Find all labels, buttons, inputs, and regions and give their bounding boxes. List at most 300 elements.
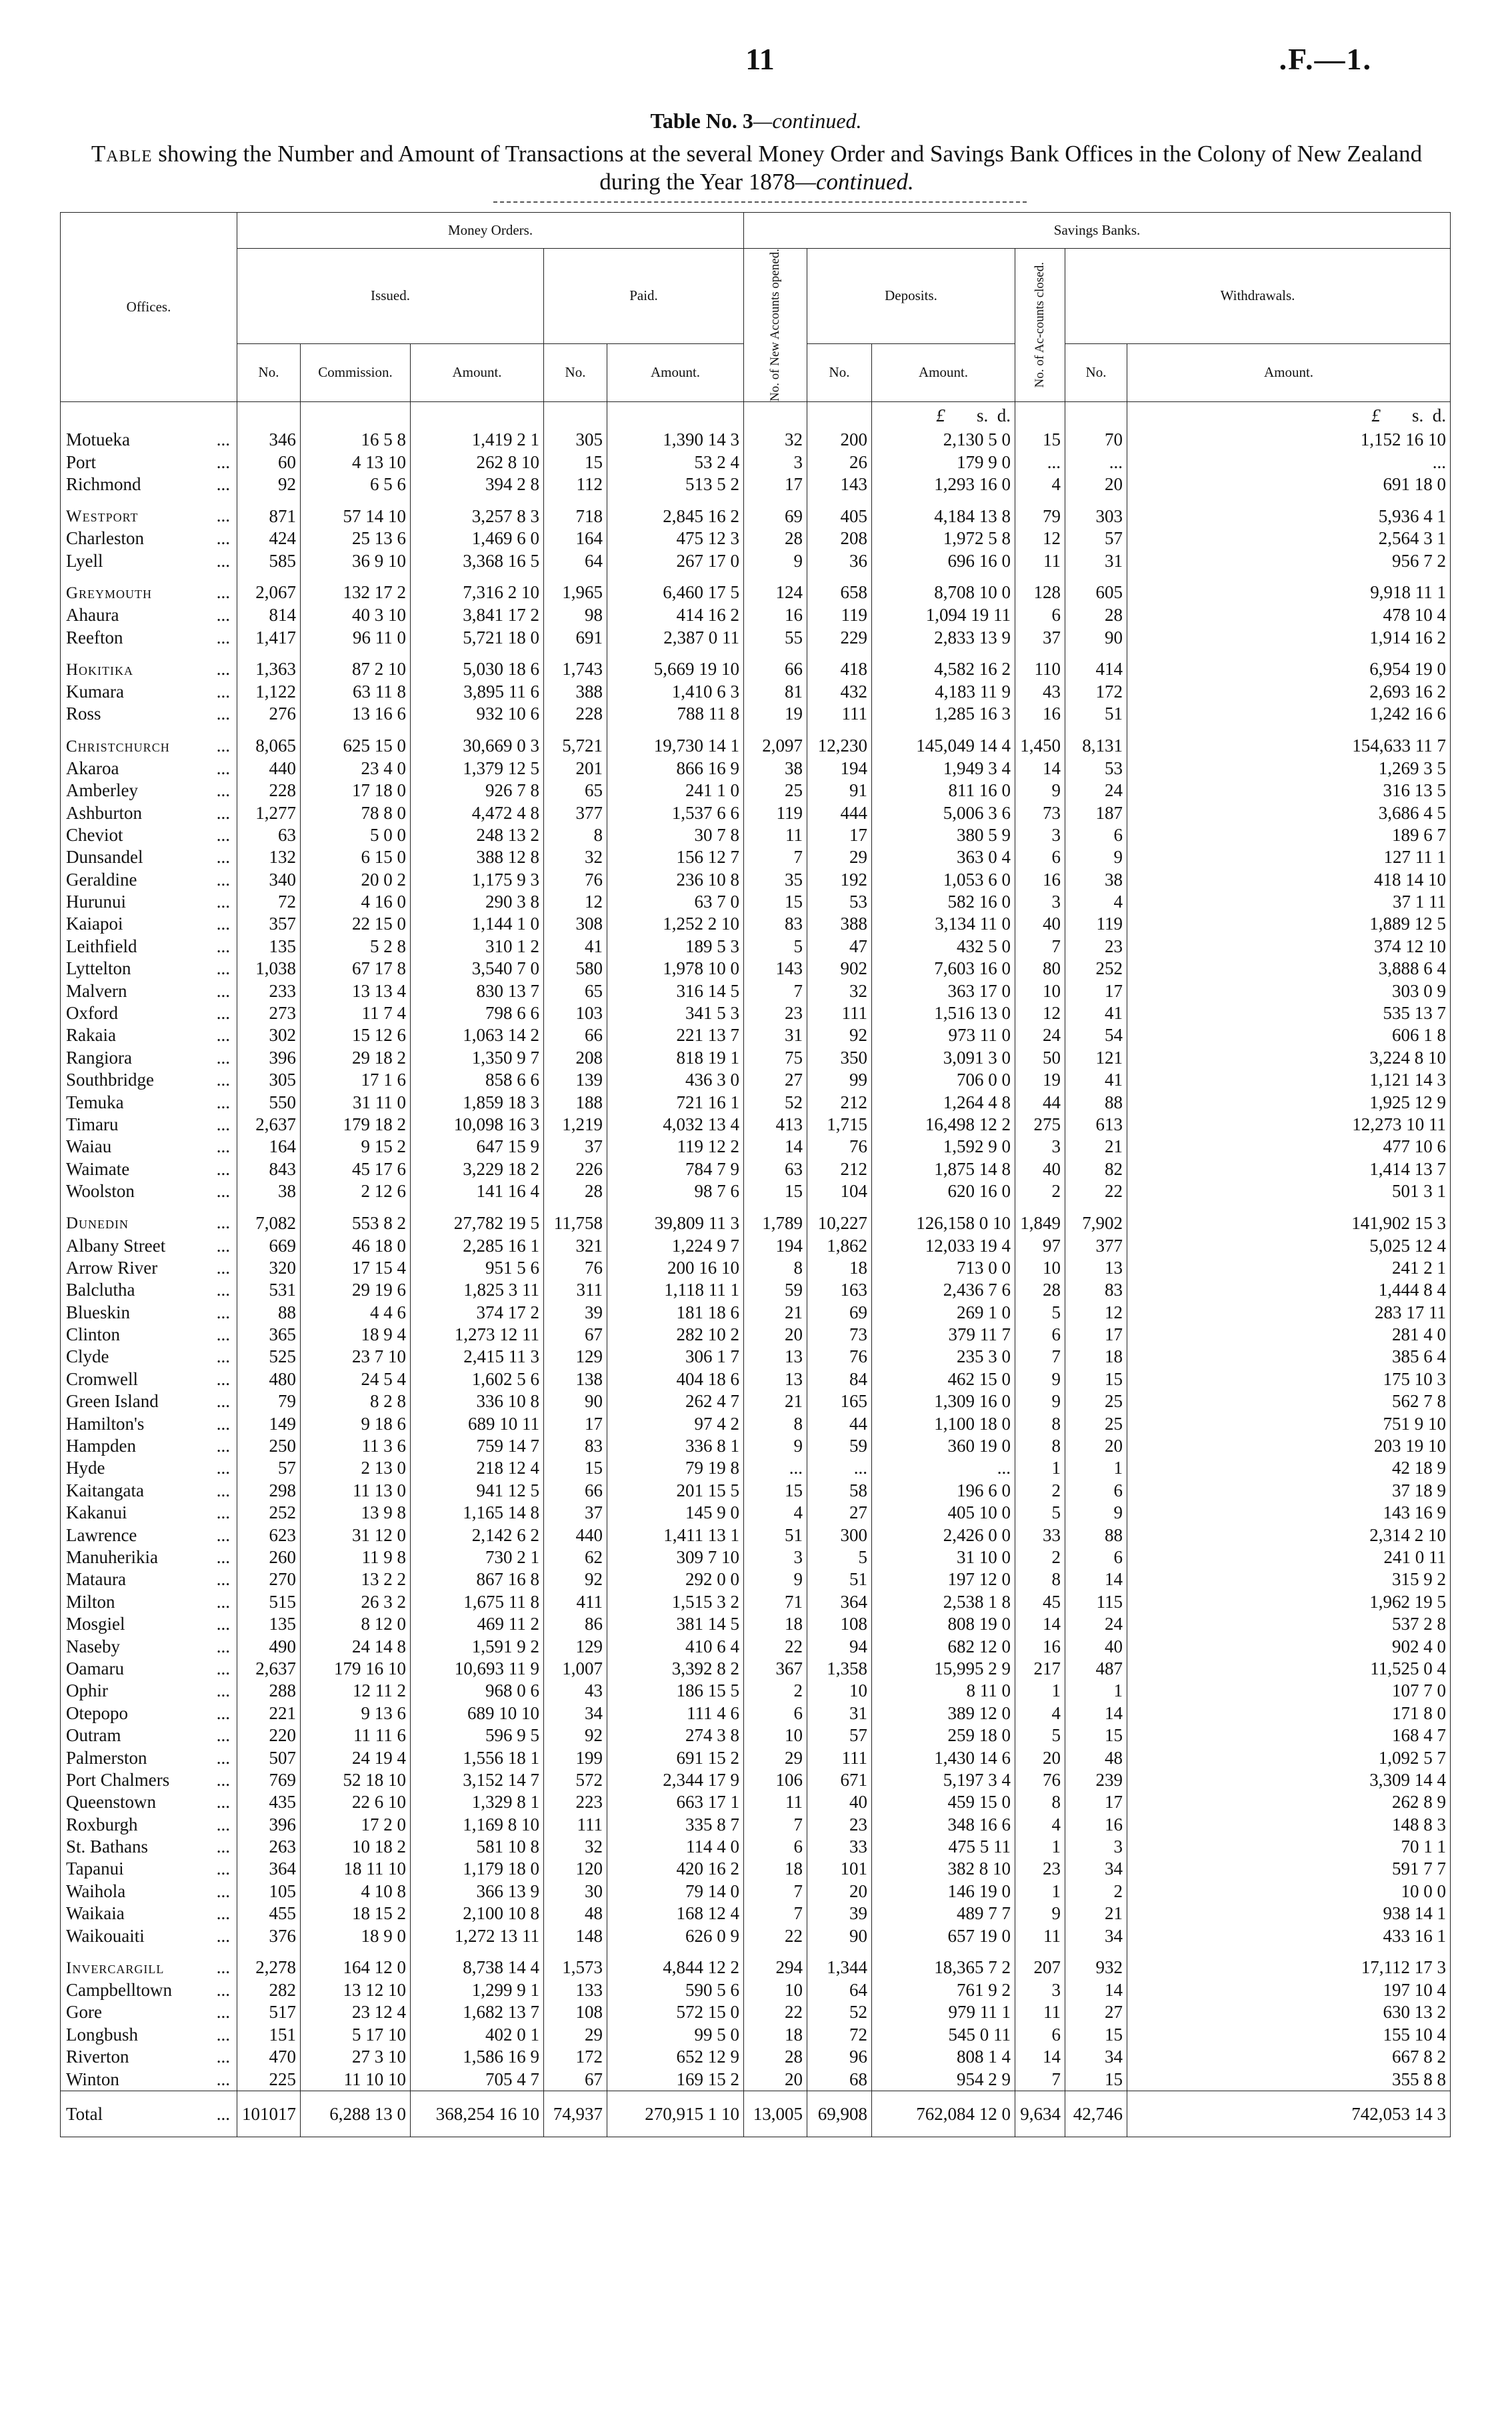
issued-no: 72	[237, 891, 301, 913]
issued-amount: 1,859 18 3	[411, 1091, 544, 1113]
office-label: Hurunui	[66, 892, 126, 912]
accounts-closed: 16	[1015, 1635, 1065, 1657]
deposits-no: 444	[807, 802, 872, 824]
office-label: Clinton	[66, 1324, 121, 1345]
accounts-closed: 275	[1015, 1114, 1065, 1136]
withdrawals-amount: 283 17 11	[1127, 1302, 1451, 1324]
leader-dots: ...	[216, 1524, 230, 1545]
withdrawals-no: 377	[1065, 1234, 1127, 1256]
issued-amount: 689 10 11	[411, 1412, 544, 1434]
office-label: Rakaia	[66, 1025, 116, 1046]
leader-dots: ...	[216, 1881, 230, 1901]
office-name	[61, 1635, 237, 1657]
new-accounts: 19	[744, 703, 807, 725]
office-name	[61, 1069, 237, 1091]
office-name	[61, 891, 237, 913]
withdrawals-amount: 107 7 0	[1127, 1680, 1451, 1702]
table-row	[61, 846, 1451, 868]
group-spacer	[61, 572, 1451, 581]
deposits-amount: 979 11 1	[872, 2001, 1015, 2023]
issued-no: 346	[237, 429, 301, 451]
issued-commission: 46 18 0	[301, 1234, 411, 1256]
issued-commission: 17 2 0	[301, 1814, 411, 1836]
table-row	[61, 1957, 1451, 1979]
accounts-closed: 7	[1015, 2068, 1065, 2091]
deposits-amount: 808 1 4	[872, 2046, 1015, 2068]
accounts-closed: 8	[1015, 1435, 1065, 1457]
issued-amount: 1,273 12 11	[411, 1324, 544, 1346]
table-row	[61, 550, 1451, 572]
header-paid-amount: Amount.	[607, 343, 744, 401]
office-name	[61, 505, 237, 527]
issued-commission: 17 18 0	[301, 780, 411, 802]
header-issued-commission: Commission.	[301, 343, 411, 401]
leader-dots: ...	[216, 2047, 230, 2067]
paid-no: 65	[544, 780, 607, 802]
deposits-amount: 432 5 0	[872, 936, 1015, 958]
withdrawals-amount: 11,525 0 4	[1127, 1658, 1451, 1680]
accounts-closed: 12	[1015, 1002, 1065, 1024]
issued-no: 507	[237, 1746, 301, 1768]
issued-amount: 7,316 2 10	[411, 581, 544, 604]
deposits-amount: 761 9 2	[872, 1979, 1015, 2001]
issued-amount: 1,556 18 1	[411, 1746, 544, 1768]
issued-amount: 3,895 11 6	[411, 681, 544, 703]
new-accounts: 71	[744, 1591, 807, 1613]
table-row	[61, 473, 1451, 495]
paid-no: 572	[544, 1769, 607, 1791]
withdrawals-no: 88	[1065, 1091, 1127, 1113]
paid-amount: 652 12 9	[607, 2046, 744, 2068]
paid-no: 1,573	[544, 1957, 607, 1979]
withdrawals-no: 4	[1065, 891, 1127, 913]
deposits-no: 17	[807, 824, 872, 846]
deposits-no: 40	[807, 1791, 872, 1813]
office-label: Otepopo	[66, 1702, 128, 1723]
deposits-no: 94	[807, 1635, 872, 1657]
table-row	[61, 1091, 1451, 1113]
table-row	[61, 1457, 1451, 1479]
issued-commission: 8 12 0	[301, 1613, 411, 1635]
issued-no: 135	[237, 1613, 301, 1635]
issued-amount: 10,098 16 3	[411, 1114, 544, 1136]
table-row	[61, 581, 1451, 604]
withdrawals-amount: 630 13 2	[1127, 2001, 1451, 2023]
issued-no: 1,363	[237, 658, 301, 681]
issued-commission: 553 8 2	[301, 1212, 411, 1234]
issued-no: 305	[237, 1069, 301, 1091]
office-label: Dunsandel	[66, 847, 143, 868]
withdrawals-amount: 938 14 1	[1127, 1903, 1451, 1925]
withdrawals-amount: 37 1 11	[1127, 891, 1451, 913]
accounts-closed: 6	[1015, 604, 1065, 626]
issued-amount: 1,682 13 7	[411, 2001, 544, 2023]
issued-amount: 30,669 0 3	[411, 735, 544, 758]
paid-no: 29	[544, 2024, 607, 2046]
leader-dots: ...	[216, 627, 230, 648]
deposits-amount: 179 9 0	[872, 451, 1015, 473]
paid-no: 17	[544, 1412, 607, 1434]
deposits-no: 1,344	[807, 1957, 872, 1979]
withdrawals-no: 16	[1065, 1814, 1127, 1836]
deposits-amount: 360 19 0	[872, 1435, 1015, 1457]
deposits-no: 33	[807, 1836, 872, 1858]
withdrawals-no: 15	[1065, 2068, 1127, 2091]
accounts-closed: 110	[1015, 658, 1065, 681]
paid-no: 139	[544, 1069, 607, 1091]
leader-dots: ...	[216, 1480, 230, 1500]
header-deposits-amount: Amount.	[872, 343, 1015, 401]
office-label: Port Chalmers	[66, 1769, 170, 1790]
issued-commission: 23 4 0	[301, 758, 411, 780]
issued-no: 149	[237, 1412, 301, 1434]
leader-dots: ...	[216, 1302, 230, 1322]
leader-dots: ...	[216, 2024, 230, 2045]
table-row	[61, 681, 1451, 703]
table-row	[61, 1324, 1451, 1346]
deposits-amount: 1,293 16 0	[872, 473, 1015, 495]
office-name	[61, 1979, 237, 2001]
withdrawals-no: 6	[1065, 824, 1127, 846]
deposits-amount: 1,100 18 0	[872, 1412, 1015, 1434]
paid-amount: 292 0 0	[607, 1568, 744, 1590]
office-label: Riverton	[66, 2047, 129, 2067]
new-accounts: 413	[744, 1114, 807, 1136]
accounts-closed: 24	[1015, 1024, 1065, 1046]
paid-no: 223	[544, 1791, 607, 1813]
paid-no: 148	[544, 1925, 607, 1947]
group-spacer	[61, 649, 1451, 658]
issued-no: 8,065	[237, 735, 301, 758]
deposits-no: 32	[807, 980, 872, 1002]
issued-commission: 13 12 10	[301, 1979, 411, 2001]
paid-no: 76	[544, 1257, 607, 1279]
paid-amount: 53 2 4	[607, 451, 744, 473]
deposits-amount: 2,436 7 6	[872, 1279, 1015, 1301]
deposits-no: 192	[807, 868, 872, 890]
paid-no: 377	[544, 802, 607, 824]
withdrawals-no: 115	[1065, 1591, 1127, 1613]
withdrawals-no: 239	[1065, 1769, 1127, 1791]
new-accounts: 63	[744, 1158, 807, 1180]
office-label: Waihola	[66, 1881, 126, 1901]
deposits-amount: 269 1 0	[872, 1302, 1015, 1324]
accounts-closed: 5	[1015, 1502, 1065, 1524]
paid-no: 440	[544, 1524, 607, 1546]
deposits-no: 163	[807, 1279, 872, 1301]
paid-no: 321	[544, 1234, 607, 1256]
deposits-no: 69,908	[807, 2091, 872, 2137]
office-name	[61, 758, 237, 780]
withdrawals-no: 6	[1065, 1546, 1127, 1568]
table-row	[61, 1613, 1451, 1635]
issued-amount: 1,165 14 8	[411, 1502, 544, 1524]
withdrawals-no: 54	[1065, 1024, 1127, 1046]
paid-no: 138	[544, 1368, 607, 1390]
withdrawals-amount: 1,925 12 9	[1127, 1091, 1451, 1113]
table-row	[61, 1702, 1451, 1724]
withdrawals-no: 613	[1065, 1114, 1127, 1136]
issued-commission: 63 11 8	[301, 681, 411, 703]
withdrawals-amount: 1,121 14 3	[1127, 1069, 1451, 1091]
deposits-no: 31	[807, 1702, 872, 1724]
withdrawals-no: 34	[1065, 1925, 1127, 1947]
new-accounts: 7	[744, 1903, 807, 1925]
issued-no: 63	[237, 824, 301, 846]
withdrawals-no: 41	[1065, 1069, 1127, 1091]
office-name	[61, 1257, 237, 1279]
table-row	[61, 429, 1451, 451]
withdrawals-no: 23	[1065, 936, 1127, 958]
withdrawals-no: 3	[1065, 1836, 1127, 1858]
withdrawals-amount: 1,152 16 10	[1127, 429, 1451, 451]
deposits-no: 99	[807, 1069, 872, 1091]
deposits-no: 20	[807, 1881, 872, 1903]
new-accounts: 59	[744, 1279, 807, 1301]
new-accounts: 9	[744, 1568, 807, 1590]
leader-dots: ...	[216, 780, 230, 801]
withdrawals-amount: 281 4 0	[1127, 1324, 1451, 1346]
issued-amount: 248 13 2	[411, 824, 544, 846]
paid-amount: 262 4 7	[607, 1390, 744, 1412]
withdrawals-amount: 433 16 1	[1127, 1925, 1451, 1947]
issued-no: 132	[237, 846, 301, 868]
new-accounts: 69	[744, 505, 807, 527]
header-paid-no: No.	[544, 343, 607, 401]
deposits-no: 39	[807, 1903, 872, 1925]
office-name	[61, 980, 237, 1002]
withdrawals-amount: 155 10 4	[1127, 2024, 1451, 2046]
issued-commission: 13 16 6	[301, 703, 411, 725]
new-accounts: 21	[744, 1390, 807, 1412]
issued-commission: 29 18 2	[301, 1047, 411, 1069]
paid-no: 129	[544, 1346, 607, 1368]
leader-dots: ...	[216, 914, 230, 934]
new-accounts: 15	[744, 1180, 807, 1202]
withdrawals-no: 70	[1065, 429, 1127, 451]
issued-no: 263	[237, 1836, 301, 1858]
leader-dots: ...	[216, 1181, 230, 1202]
withdrawals-no: 34	[1065, 2046, 1127, 2068]
accounts-closed: 14	[1015, 1613, 1065, 1635]
accounts-closed: 3	[1015, 1979, 1065, 2001]
office-name	[61, 2068, 237, 2091]
paid-no: 5,721	[544, 735, 607, 758]
withdrawals-no: 487	[1065, 1658, 1127, 1680]
deposits-no: 111	[807, 703, 872, 725]
office-name	[61, 1412, 237, 1434]
accounts-closed: 5	[1015, 1302, 1065, 1324]
issued-no: 396	[237, 1047, 301, 1069]
office-name	[61, 1114, 237, 1136]
table-row	[61, 1002, 1451, 1024]
office-name	[61, 681, 237, 703]
paid-no: 172	[544, 2046, 607, 2068]
deposits-no: 101	[807, 1858, 872, 1880]
issued-amount: 3,368 16 5	[411, 550, 544, 572]
paid-no: 1,743	[544, 658, 607, 681]
deposits-amount: 389 12 0	[872, 1702, 1015, 1724]
paid-amount: 475 12 3	[607, 527, 744, 549]
new-accounts: 294	[744, 1957, 807, 1979]
office-label: Oamaru	[66, 1658, 124, 1678]
table-row	[61, 1680, 1451, 1702]
deposits-no: 10,227	[807, 1212, 872, 1234]
paid-amount: 1,411 13 1	[607, 1524, 744, 1546]
paid-no: 188	[544, 1091, 607, 1113]
paid-no: 92	[544, 1724, 607, 1746]
paid-amount: 626 0 9	[607, 1925, 744, 1947]
issued-amount: 3,229 18 2	[411, 1158, 544, 1180]
deposits-no: 27	[807, 1502, 872, 1524]
withdrawals-amount: 1,092 5 7	[1127, 1746, 1451, 1768]
withdrawals-no: 88	[1065, 1524, 1127, 1546]
deposits-no: 1,715	[807, 1114, 872, 1136]
header-withdrawals: Withdrawals.	[1065, 249, 1451, 344]
office-name	[61, 527, 237, 549]
issued-no: 2,278	[237, 1957, 301, 1979]
deposits-no: 26	[807, 451, 872, 473]
new-accounts: 7	[744, 846, 807, 868]
accounts-closed: 23	[1015, 1858, 1065, 1880]
paid-no: 208	[544, 1047, 607, 1069]
office-label: Timaru	[66, 1114, 119, 1134]
deposits-no: 91	[807, 780, 872, 802]
office-label: Kakanui	[66, 1502, 127, 1523]
office-name	[61, 780, 237, 802]
group-spacer	[61, 495, 1451, 505]
table-body	[61, 402, 1451, 2137]
header-accounts-closed-label: No. of Ac-counts closed.	[1033, 262, 1047, 388]
leader-dots: ...	[216, 1158, 230, 1179]
accounts-closed: 2	[1015, 1180, 1065, 1202]
leader-dots: ...	[216, 1235, 230, 1256]
issued-commission: 164 12 0	[301, 1957, 411, 1979]
new-accounts: 13	[744, 1346, 807, 1368]
issued-amount: 469 11 2	[411, 1613, 544, 1635]
withdrawals-amount: 6,954 19 0	[1127, 658, 1451, 681]
table-row	[61, 802, 1451, 824]
office-name	[61, 1903, 237, 1925]
leader-dots: ...	[216, 1747, 230, 1768]
header-money-orders: Money Orders.	[237, 213, 744, 249]
paid-amount: 410 6 4	[607, 1635, 744, 1657]
office-name	[61, 1658, 237, 1680]
deposits-no: 671	[807, 1769, 872, 1791]
leader-dots: ...	[216, 1837, 230, 1857]
table-row	[61, 1724, 1451, 1746]
paid-no: 12	[544, 891, 607, 913]
issued-amount: 1,825 3 11	[411, 1279, 544, 1301]
leader-dots: ...	[216, 1769, 230, 1790]
withdrawals-no: 9	[1065, 846, 1127, 868]
paid-amount: 1,515 3 2	[607, 1591, 744, 1613]
deposits-no: 52	[807, 2001, 872, 2023]
accounts-closed: 9,634	[1015, 2091, 1065, 2137]
paid-amount: 1,118 11 1	[607, 1279, 744, 1301]
leader-dots: ...	[216, 581, 230, 602]
paid-no: 92	[544, 1568, 607, 1590]
issued-no: 88	[237, 1302, 301, 1324]
issued-amount: 2,100 10 8	[411, 1903, 544, 1925]
issued-no: 60	[237, 451, 301, 473]
office-label: Lawrence	[66, 1524, 137, 1545]
table-row	[61, 626, 1451, 648]
issued-no: 585	[237, 550, 301, 572]
deposits-amount: 713 0 0	[872, 1257, 1015, 1279]
deposits-no: 212	[807, 1158, 872, 1180]
paid-amount: 98 7 6	[607, 1180, 744, 1202]
issued-no: 490	[237, 1635, 301, 1657]
table-row	[61, 1234, 1451, 1256]
withdrawals-no: 252	[1065, 958, 1127, 980]
office-name	[61, 550, 237, 572]
new-accounts: 5	[744, 936, 807, 958]
office-label: Rangiora	[66, 1047, 132, 1068]
paid-amount: 168 12 4	[607, 1903, 744, 1925]
office-label: Queenstown	[66, 1792, 156, 1812]
paid-amount: 788 11 8	[607, 703, 744, 725]
issued-commission: 11 13 0	[301, 1480, 411, 1502]
withdrawals-amount: 127 11 1	[1127, 846, 1451, 868]
leader-dots: ...	[216, 1458, 230, 1478]
new-accounts: 21	[744, 1302, 807, 1324]
issued-amount: 1,169 8 10	[411, 1814, 544, 1836]
accounts-closed: 10	[1015, 980, 1065, 1002]
issued-commission: 179 18 2	[301, 1114, 411, 1136]
header-paid: Paid.	[544, 249, 744, 344]
paid-amount: 436 3 0	[607, 1069, 744, 1091]
accounts-closed: 14	[1015, 758, 1065, 780]
withdrawals-amount: 143 16 9	[1127, 1502, 1451, 1524]
issued-no: 515	[237, 1591, 301, 1613]
new-accounts: 17	[744, 473, 807, 495]
deposits-amount: 259 18 0	[872, 1724, 1015, 1746]
withdrawals-no: 14	[1065, 1568, 1127, 1590]
deposits-no: 902	[807, 958, 872, 980]
issued-commission: 9 13 6	[301, 1702, 411, 1724]
accounts-closed: 3	[1015, 891, 1065, 913]
office-label: Charleston	[66, 528, 144, 549]
table-row	[61, 1502, 1451, 1524]
leader-dots: ...	[216, 1413, 230, 1434]
withdrawals-no: 25	[1065, 1390, 1127, 1412]
table-row	[61, 1814, 1451, 1836]
leader-dots: ...	[216, 1925, 230, 1946]
accounts-closed: 9	[1015, 780, 1065, 802]
office-label: Invercargill	[66, 1959, 165, 1977]
withdrawals-amount: 197 10 4	[1127, 1979, 1451, 2001]
leader-dots: ...	[216, 658, 230, 679]
paid-amount: 221 13 7	[607, 1024, 744, 1046]
paid-amount: 336 8 1	[607, 1435, 744, 1457]
deposits-amount: 197 12 0	[872, 1568, 1015, 1590]
deposits-no: 229	[807, 626, 872, 648]
table-row	[61, 980, 1451, 1002]
withdrawals-amount: 262 8 9	[1127, 1791, 1451, 1813]
deposits-amount: 954 2 9	[872, 2068, 1015, 2091]
accounts-closed: 6	[1015, 1324, 1065, 1346]
new-accounts: 18	[744, 2024, 807, 2046]
issued-commission: 11 9 8	[301, 1546, 411, 1568]
paid-amount: 97 4 2	[607, 1412, 744, 1434]
office-name	[61, 1591, 237, 1613]
table-row	[61, 1024, 1451, 1046]
deposits-no: 64	[807, 1979, 872, 2001]
issued-amount: 3,841 17 2	[411, 604, 544, 626]
withdrawals-amount: 175 10 3	[1127, 1368, 1451, 1390]
withdrawals-no: 38	[1065, 868, 1127, 890]
